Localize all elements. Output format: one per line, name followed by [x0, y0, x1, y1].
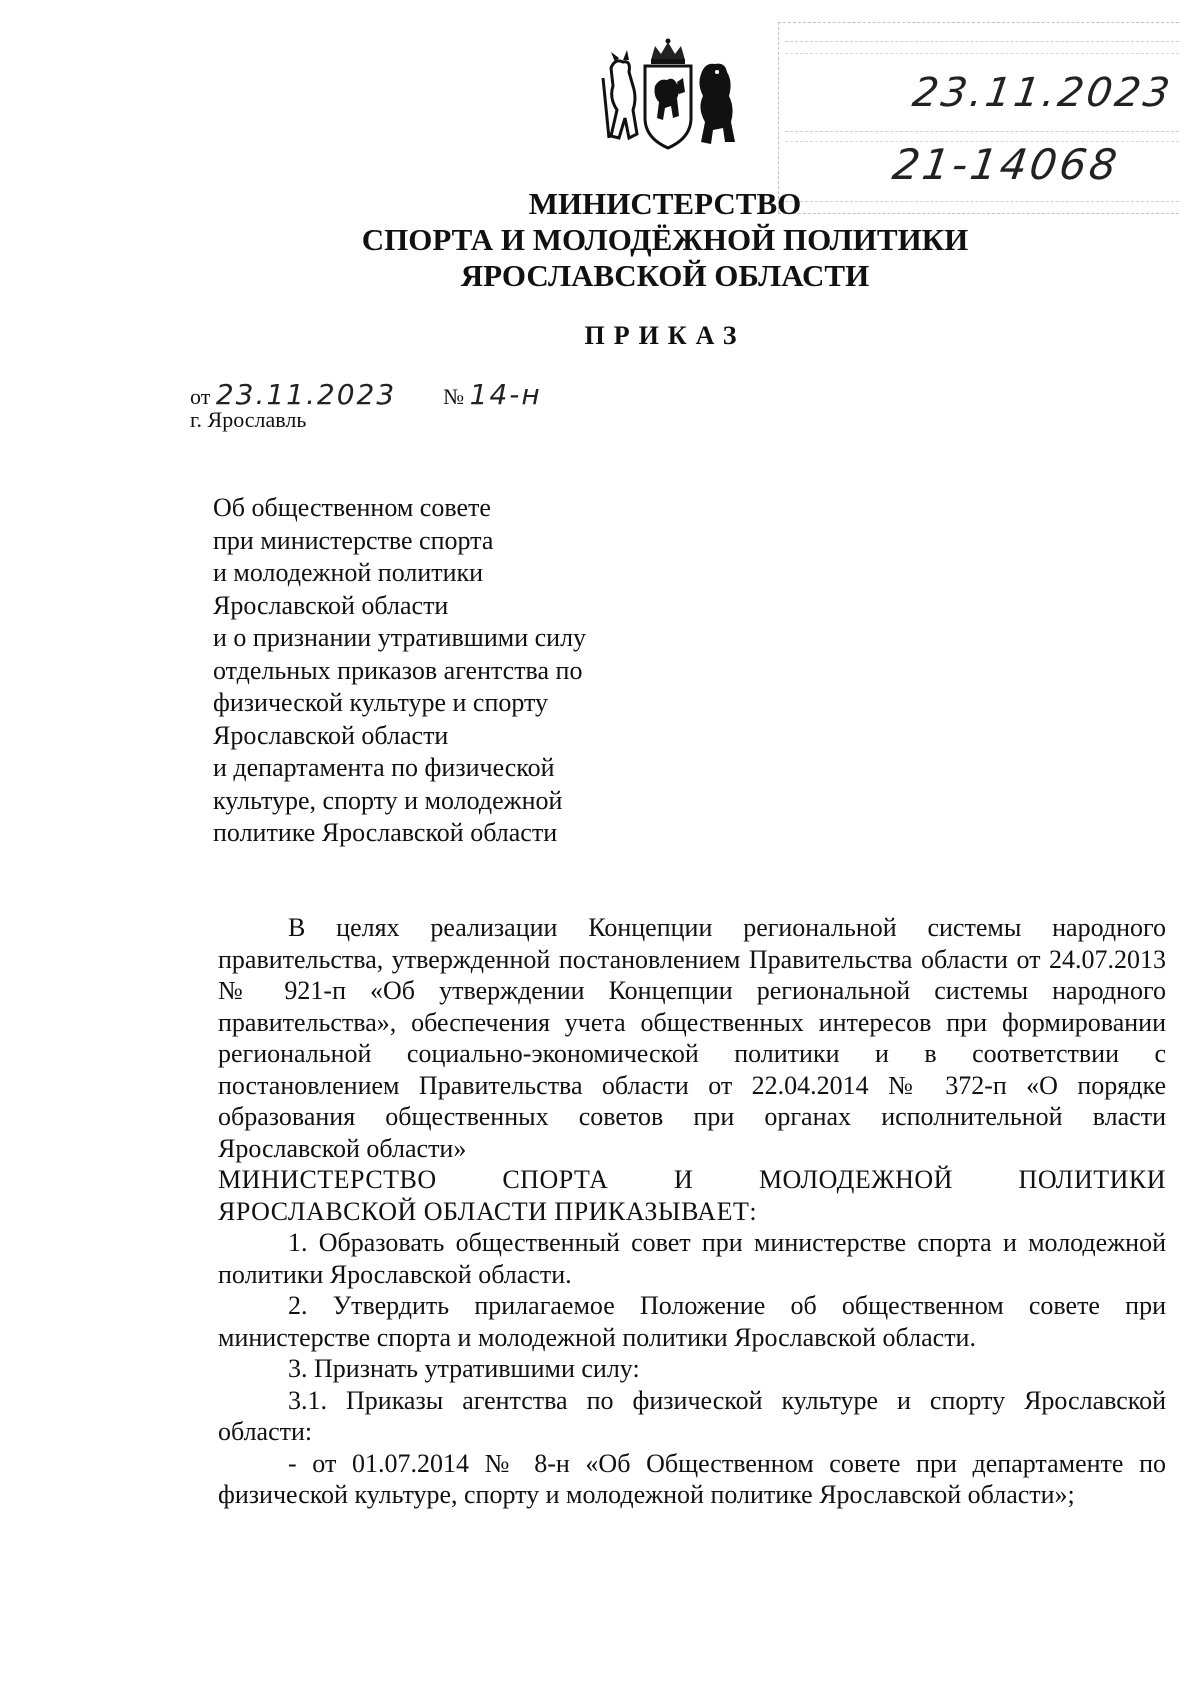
stamp-line — [785, 41, 1179, 42]
subject-line: Ярославской области — [213, 720, 449, 750]
order-subitem-entry: - от 01.07.2014 № 8-н «Об Общественном совете при департаменте по физической культуре, спорту и молодежной политике Ярославской области»; — [218, 1448, 1166, 1509]
ministry-line: ЯРОСЛАВСКОЙ ОБЛАСТИ — [460, 258, 870, 293]
ministry-line: СПОРТА И МОЛОДЁЖНОЙ ПОЛИТИКИ — [361, 222, 969, 257]
registration-number: 21-14068 — [889, 140, 1123, 189]
subject-line: при министерстве спорта — [213, 525, 494, 555]
stamp-line — [785, 53, 1179, 54]
subject-line: физической культуре и спорту — [213, 688, 549, 717]
subject-line: политике Ярославской области — [213, 818, 558, 847]
subject-line: и молодежной политики — [213, 558, 484, 587]
order-subject — [213, 492, 586, 850]
order-number: 14-н — [469, 378, 542, 411]
order-date: 23.11.2023 — [215, 378, 397, 411]
city-line: г. Ярославль — [190, 407, 307, 432]
order-item: 3. Признать утратившими силу: — [288, 1354, 640, 1383]
order-body — [218, 912, 1166, 1511]
registration-date: 23.11.2023 — [909, 70, 1176, 116]
subject-line: отдельных приказов агентства по — [213, 655, 583, 685]
subject-line: Об общественном совете — [213, 493, 491, 522]
subject-line: и о признании утратившими силу — [213, 623, 587, 652]
order-subitem: 3.1. Приказы агентства по физической культуре и спорту Ярославской области: — [218, 1385, 1166, 1446]
subject-line: и департамента по физической — [213, 753, 555, 782]
subject-line: культуре, спорту и молодежной — [213, 785, 563, 815]
orders-heading-line: ЯРОСЛАВСКОЙ ОБЛАСТИ ПРИКАЗЫВАЕТ: — [218, 1196, 758, 1226]
ministry-line: МИНИСТЕРСТВО — [528, 186, 802, 221]
order-item: 1. Образовать общественный совет при министерстве спорта и молодежной политики Ярославской области. — [218, 1228, 1166, 1289]
document-type-title: ПРИКАЗ — [584, 321, 746, 350]
orders-heading-line: МИНИСТЕРСТВО СПОРТА И МОЛОДЕЖНОЙ ПОЛИТИКИ — [218, 1165, 1166, 1194]
stamp-line — [785, 131, 1179, 132]
preamble-paragraph: В целях реализации Концепции региональной системы народного правительства, утвержденной постановлением Правительства области от 24.07.2013 № 921-п «Об утверждении Концепции региональной системы народного правительства», обеспечения учета общественных интересов при формировании региональной социально-экономической политики и в соответствии с постановлением Правительства области от 22.04.2014 № 372-п «О порядке образования общественных советов при органах исполнительной власти Ярославской области» — [218, 913, 1166, 1163]
coat-of-arms-emblem — [593, 38, 743, 156]
order-item: 2. Утвердить прилагаемое Положение об общественном совете при министерстве спорта и молодежной политики Ярославской области. — [218, 1291, 1166, 1352]
ministry-name — [0, 186, 1200, 294]
date-prefix: от — [190, 384, 211, 409]
subject-line: Ярославской области — [213, 590, 449, 620]
number-prefix: № — [443, 384, 465, 409]
